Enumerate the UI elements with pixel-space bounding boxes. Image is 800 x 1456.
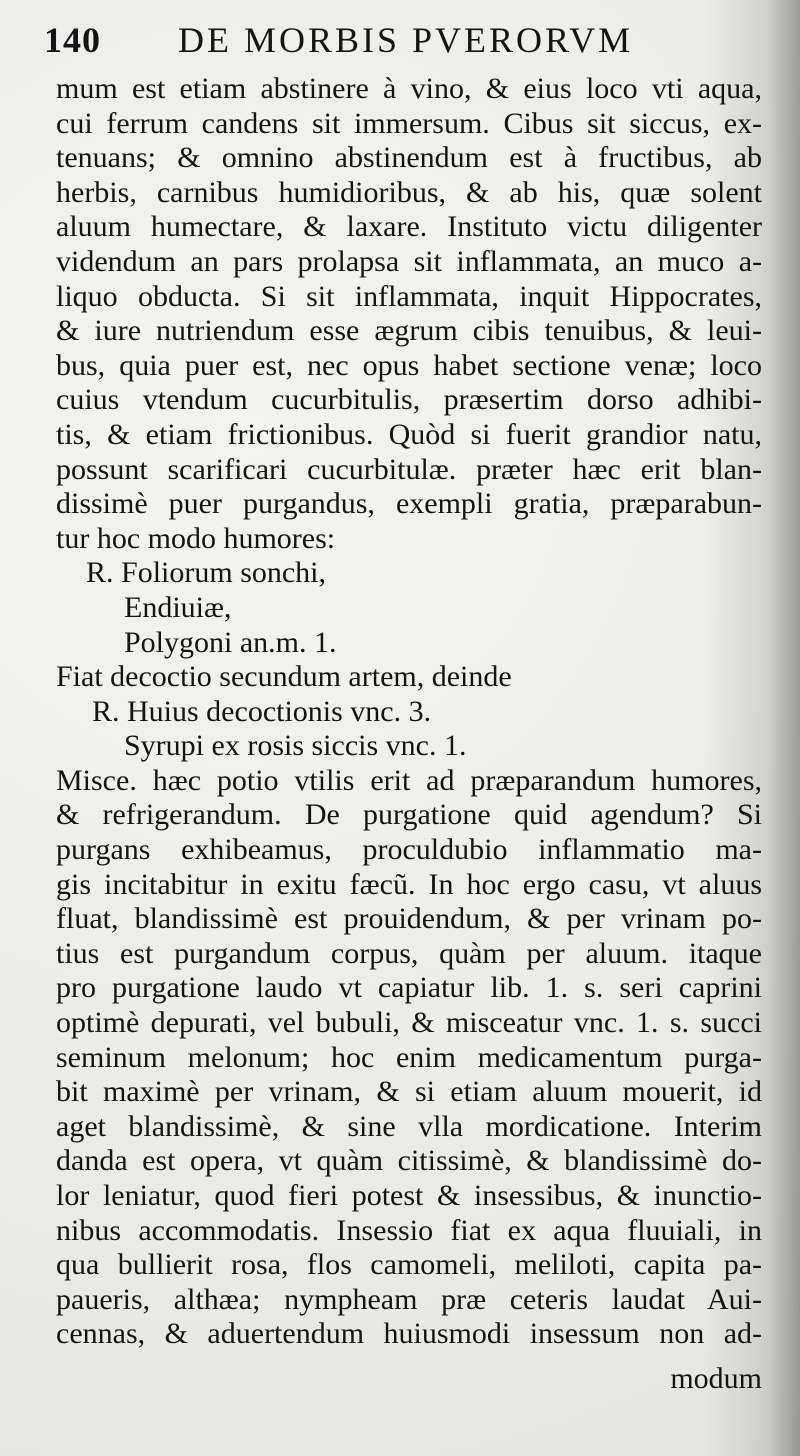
text-line: tis, & etiam frictionibus. Quòd si fuerit grandior natu, [56,417,762,451]
text-line: purgans exhibeamus, proculdubio inflammatio ma- [56,833,762,867]
text-line: Misce. hæc potio vtilis erit ad præparandum humores, [56,763,762,797]
text-line: aluum humectare, & laxare. Instituto victu diligenter [56,210,762,244]
recipe-line: Endiuiæ, [124,590,232,624]
text-line: seminum melonum; hoc enim medicamentum purga- [56,1040,762,1074]
recipe-line: R. Foliorum sonchi, [86,556,327,590]
page-header [44,18,744,62]
text-line: lor leniatur, quod fieri potest & insessibus, & inunctio- [56,1179,762,1212]
text-line: danda est opera, vt quàm citissimè, & blandissimè do- [56,1144,762,1178]
text-line: optimè depurati, vel bubuli, & misceatur vnc. 1. s. succi [56,1006,762,1040]
text-line: nibus accommodatis. Insessio fiat ex aqua fluuiali, in [56,1213,762,1247]
text-line: possunt scarificari cucurbitulæ. præter hæc erit blan- [56,452,762,486]
page-edge-shadow [768,0,800,1456]
text-line: cuius vtendum cucurbitulis, præsertim dorso adhibi- [56,383,762,417]
recipe-line: Syrupi ex rosis siccis vnc. 1. [124,729,467,763]
text-line: cui ferrum candens sit immersum. Cibus sit siccus, ex- [56,106,762,140]
text-line: tius est purgandum corpus, quàm per aluum. itaque [56,936,762,970]
text-line: videndum an pars prolapsa sit inflammata, an muco a- [56,244,762,278]
text-line: fluat, blandissimè est prouidendum, & per vrinam po- [56,902,762,936]
text-line: paueris, althæa; nympheam præ ceteris laudat Aui- [56,1282,762,1316]
page-number: 140 [44,20,101,60]
text-line: Fiat decoctio secundum artem, deinde [56,660,512,694]
text-line: liquo obducta. Si sit inflammata, inquit Hippocrates, [56,279,762,313]
text-line: pro purgatione laudo vt capiatur lib. 1. s. seri caprini [56,971,762,1005]
text-line: & iure nutriendum esse ægrum cibis tenuibus, & leui- [56,314,762,348]
text-line: tur hoc modo humores: [56,521,336,555]
text-line: mum est etiam abstinere à vino, & eius loco vti aqua, [56,72,762,105]
text-line: dissimè puer purgandus, exempli gratia, præparabun- [56,487,762,521]
text-line: gis incitabitur in exitu fæcũ. In hoc ergo casu, vt aluus [56,867,762,901]
text-line: herbis, carnibus humidioribus, & ab his, quæ solent [56,175,762,209]
text-line: qua bullierit rosa, flos camomeli, meliloti, capita pa- [56,1248,762,1282]
running-title: DE MORBIS PVERORVM [178,20,634,60]
catchword: modum [670,1362,762,1395]
text-line: aget blandissimè, & sine vlla mordicatione. Interim [56,1109,762,1143]
text-line: & refrigerandum. De purgatione quid agendum? Si [56,798,762,832]
text-line: cennas, & aduertendum huiusmodi insessum non ad- [56,1317,762,1351]
text-line: bus, quia puer est, nec opus habet sectione venæ; loco [56,348,762,382]
recipe-line: R. Huius decoctionis vnc. 3. [92,694,432,728]
text-line: bit maximè per vrinam, & si etiam aluum mouerit, id [56,1075,762,1109]
text-line: tenuans; & omnino abstinendum est à fructibus, ab [56,141,762,175]
body-text [56,72,762,1352]
recipe-line: Polygoni an.m. 1. [124,625,337,659]
